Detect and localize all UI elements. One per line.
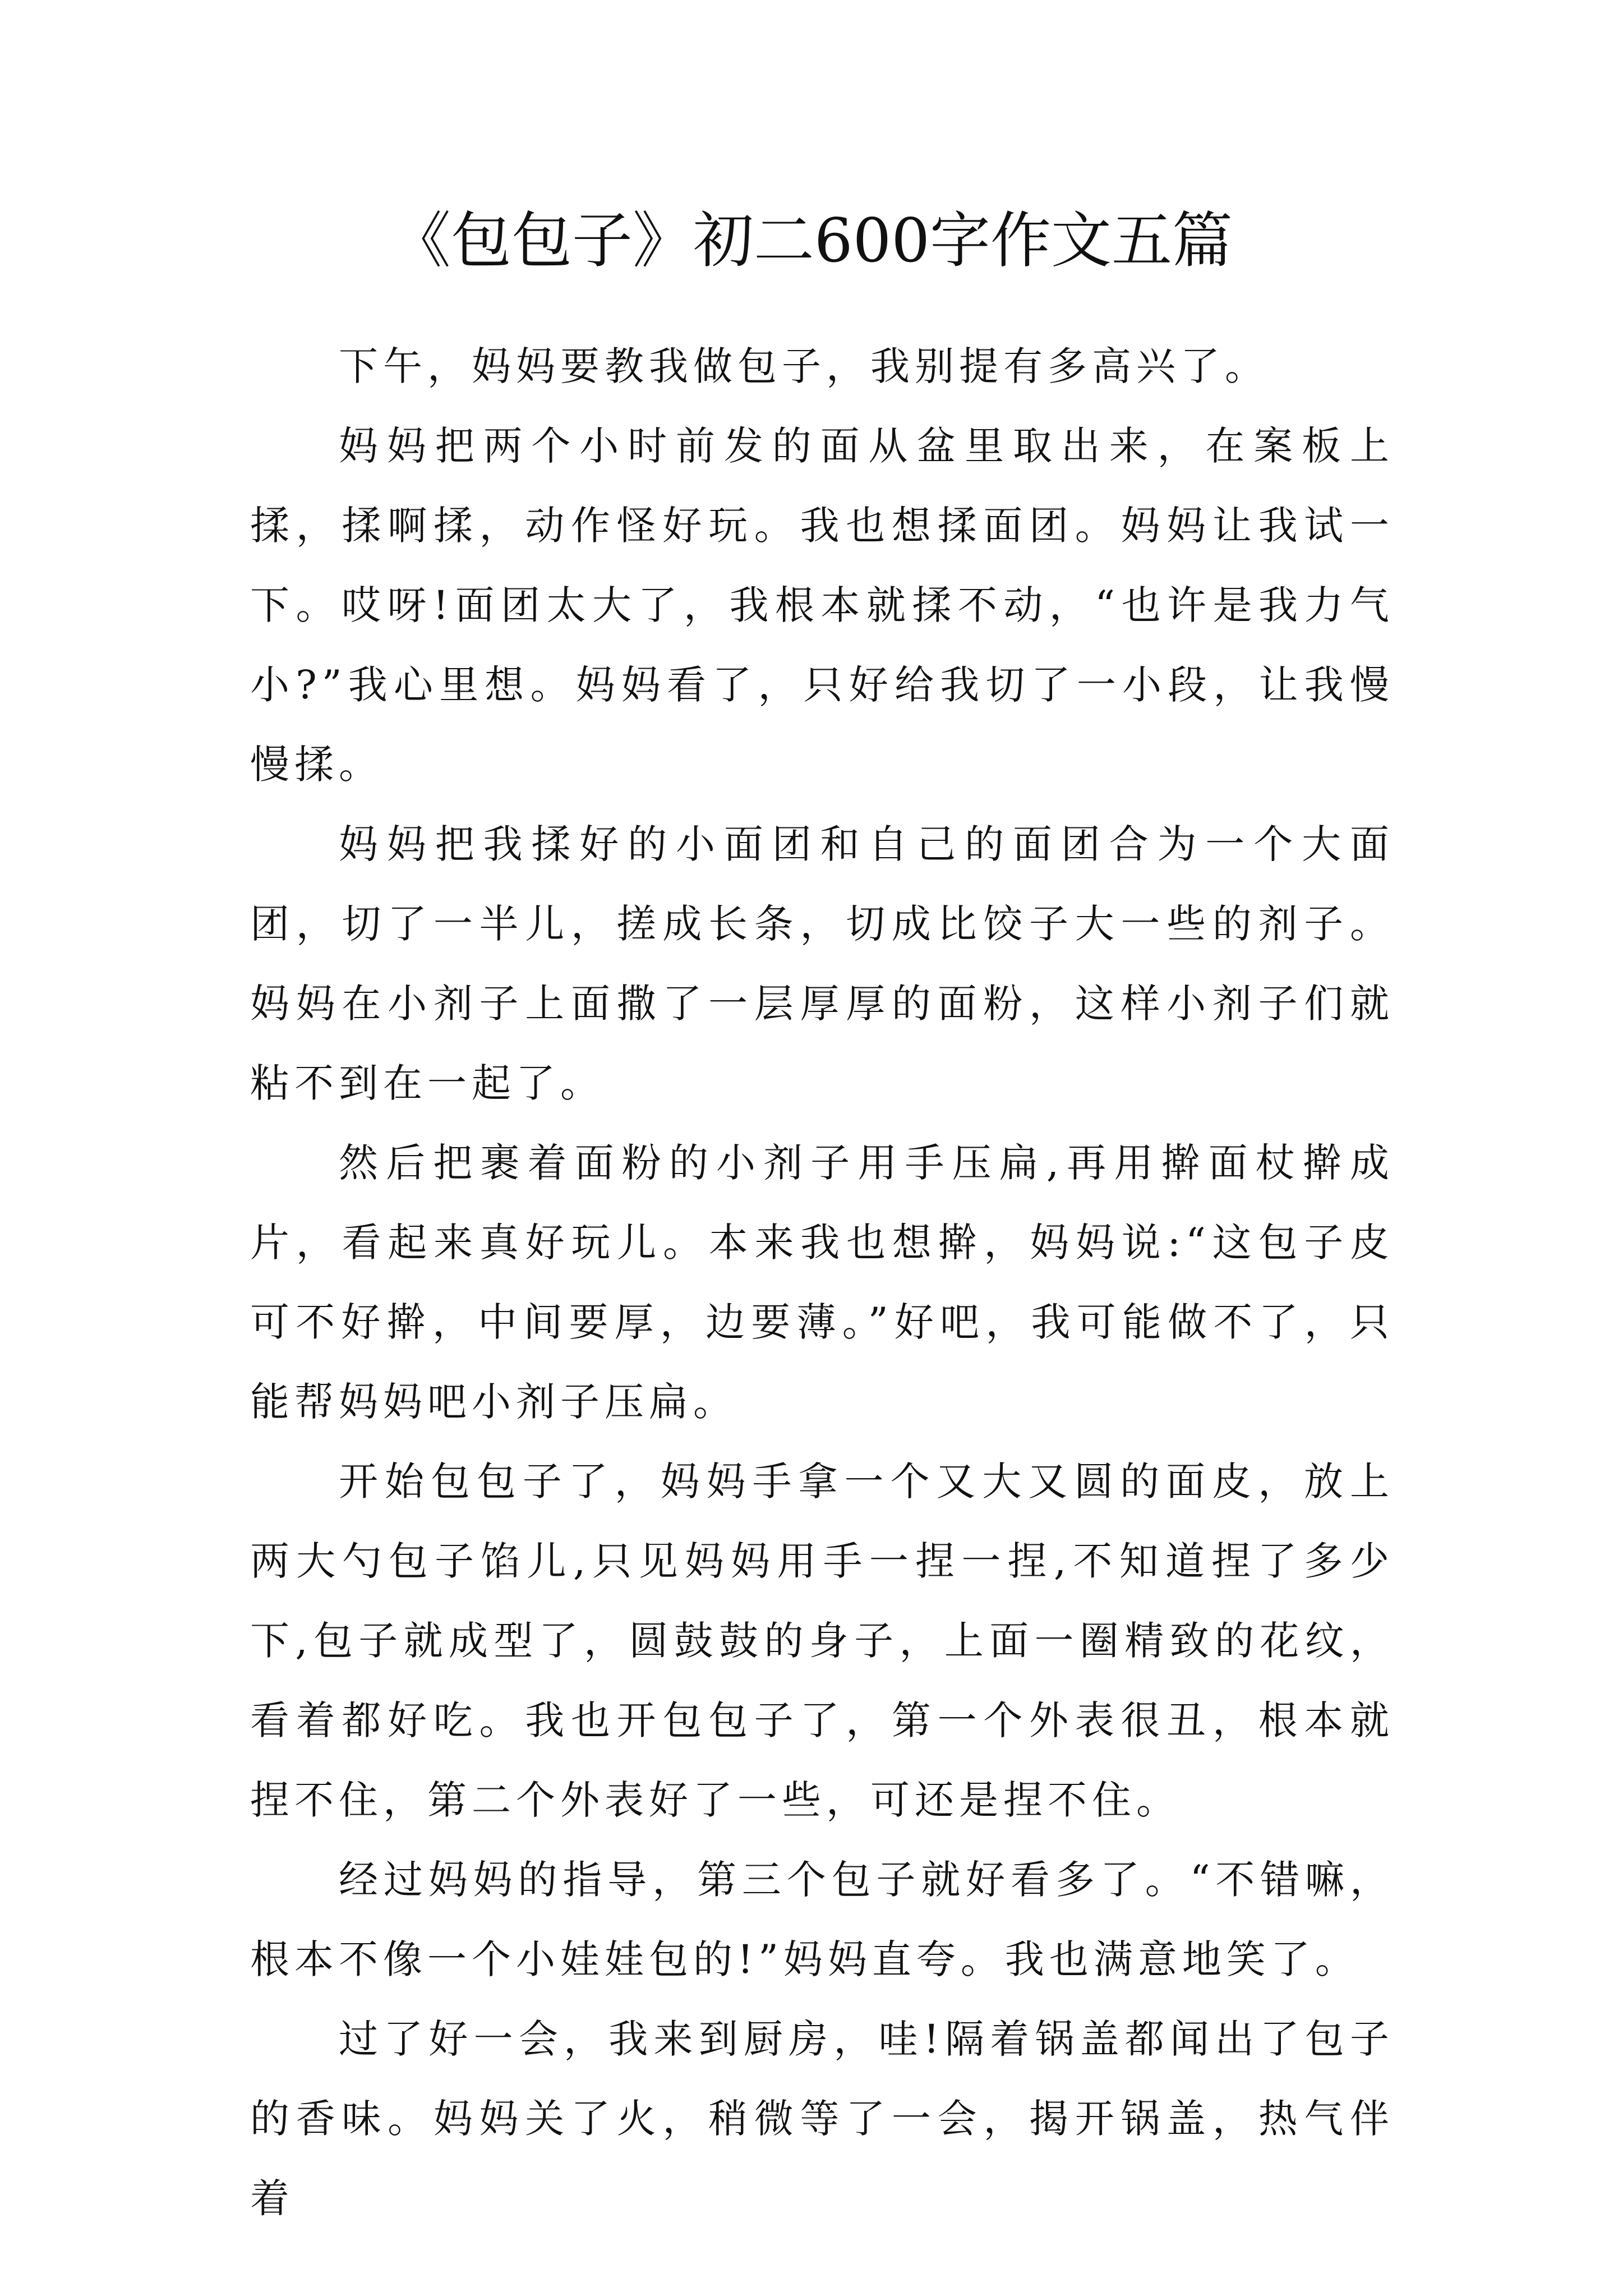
- paragraph-7: 过了好一会，我来到厨房，哇!隔着锅盖都闻出了包子的香味。妈妈关了火，稍微等了一会，揭开锅盖，热气伴着: [250, 2016, 1394, 2221]
- paragraph-2: 妈妈把两个小时前发的面从盆里取出来，在案板上揉，揉啊揉，动作怪好玩。我也想揉面团。妈妈让我试一下。哎呀!面团太大了，我根本就揉不动，“也许是我力气小?”我心里想。妈妈看了，只好给我切了一小段，让我慢慢揉。: [250, 423, 1394, 788]
- paragraph-1: 下午，妈妈要教我做包子，我别提有多高兴了。: [339, 343, 1269, 389]
- document-title: 《包包子》初二600字作文五篇: [390, 206, 1233, 276]
- document-body: [250, 326, 1394, 2238]
- paragraph-3: 妈妈把我揉好的小面团和自己的面团合为一个大面团，切了一半儿，搓成长条，切成比饺子大一些的剂子。妈妈在小剂子上面撒了一层厚厚的面粉，这样小剂子们就粘不到在一起了。: [250, 821, 1394, 1106]
- paragraph-4: 然后把裹着面粉的小剂子用手压扁,再用擀面杖擀成片，看起来真好玩儿。本来我也想擀，妈妈说:“这包子皮可不好擀，中间要厚，边要薄。”好吧，我可能做不了，只能帮妈妈吧小剂子压扁。: [250, 1140, 1394, 1425]
- paragraph-5: 开始包包子了，妈妈手拿一个又大又圆的面皮，放上两大勺包子馅儿,只见妈妈用手一捏一捏,不知道捏了多少下,包子就成型了，圆鼓鼓的身子，上面一圈精致的花纹，看着都好吃。我也开包包子了，第一个外表很丑，根本就捏不住，第二个外表好了一些，可还是捏不住。: [250, 1458, 1394, 1823]
- paragraph-6: 经过妈妈的指导，第三个包子就好看多了。“不错嘛，根本不像一个小娃娃包的!”妈妈直夸。我也满意地笑了。: [250, 1857, 1394, 1982]
